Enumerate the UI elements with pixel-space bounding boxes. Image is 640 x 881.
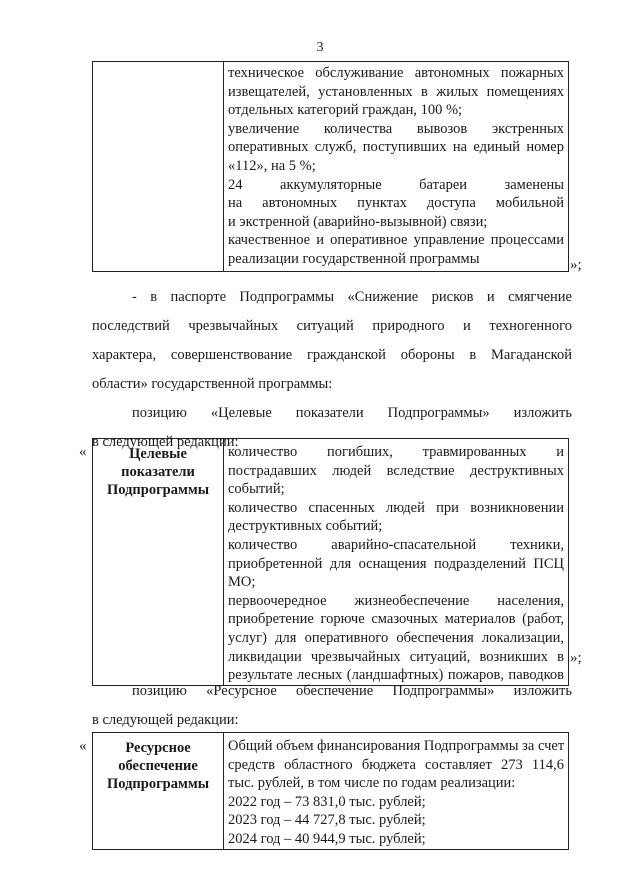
paragraph-line: области» государственной программы: (92, 376, 333, 392)
text-line: деструктивных событий; (228, 518, 383, 535)
opening-quote: « (79, 738, 87, 754)
paragraph-line: в следующей редакции: (92, 434, 239, 450)
label-line: Подпрограммы (106, 776, 210, 792)
text-line: приобретенной для оснащения подразделений ПСЦ (228, 555, 564, 572)
text-line: отдельных категорий граждан, 100 %; (228, 102, 463, 119)
indicators-cell (224, 439, 569, 686)
text-line: увеличение количества вывозов экстренных (228, 120, 564, 137)
label-line: обеспечение (118, 758, 198, 774)
text-line: приобретение горюче смазочных материалов (работ, (228, 611, 564, 628)
text-line: «112», на 5 %; (228, 157, 316, 174)
text-line: тыс. рублей, в том числе по годам реализации: (228, 775, 516, 792)
text-line: 24 аккумуляторные батареи заменены (228, 176, 564, 193)
empty-label-cell (93, 62, 224, 272)
text-line: техническое обслуживание автономных пожарных (228, 65, 564, 81)
text-line: ликвидации чрезвычайных ситуаций, возникших в (228, 648, 564, 665)
continued-table (92, 61, 569, 272)
text-line: событий; (228, 481, 285, 498)
text-line: количество спасенных людей при возникновении (228, 499, 564, 516)
text-line: средств областного бюджета составляет 273 114,6 (228, 756, 564, 773)
text-line: 2024 год – 40 944,9 тыс. рублей; (228, 830, 426, 847)
paragraph-line: позицию «Целевые показатели Подпрограммы» изложить (132, 405, 572, 421)
paragraph-line: в следующей редакции: (92, 712, 239, 728)
text-line: извещателей, установленных в жилых помещениях (228, 83, 564, 100)
text-line: количество аварийно-спасательной техники, (228, 536, 564, 553)
text-line: МО; (228, 574, 256, 591)
text-line: на автономных пунктах доступа мобильной (228, 195, 564, 212)
text-line: оперативных служб, поступивших на единый номер (228, 139, 564, 156)
text-line: Общий объем финансирования Подпрограммы за счет (228, 738, 565, 754)
text-line: реализации государственной программы (228, 250, 480, 267)
closing-quote: »; (570, 257, 582, 273)
amendment-paragraph (92, 677, 572, 735)
text-line: первоочередное жизнеобеспечение населения, (228, 592, 564, 609)
text-line: 2022 год – 73 831,0 тыс. рублей; (228, 793, 426, 810)
label-line: показатели (121, 464, 195, 480)
resource-table (92, 732, 569, 850)
target-indicators-table (92, 438, 569, 686)
text-line: и экстренной (аварийно-вызывной) связи; (228, 213, 488, 230)
text-line: 2023 год – 44 727,8 тыс. рублей; (228, 812, 426, 829)
label-line: Ресурсное (125, 740, 191, 756)
closing-quote: »; (570, 650, 582, 666)
label-cell (93, 439, 224, 686)
paragraph-line: - в паспорте Подпрограммы «Снижение рисков и смягчение (132, 289, 572, 305)
funding-cell (224, 733, 569, 850)
page-number: 3 (316, 40, 324, 55)
target-indicators-cell (224, 62, 569, 272)
text-line: пострадавших людей вследствие деструктивных (228, 462, 564, 479)
paragraph-line: последствий чрезвычайных ситуаций природного и техногенного (92, 318, 572, 334)
label-line: Подпрограммы (106, 482, 210, 498)
paragraph-line: характера, совершенствование гражданской обороны в Магаданской (92, 347, 572, 363)
paragraph-line: позицию «Ресурсное обеспечение Подпрограммы» изложить (132, 683, 572, 699)
opening-quote: « (79, 444, 87, 460)
label-line: Целевые (129, 446, 187, 462)
text-line: услуг) для оперативного обеспечения локализации, (228, 629, 564, 646)
text-line: количество погибших, травмированных и (228, 444, 564, 460)
text-line: качественное и оперативное управление процессами (228, 232, 564, 249)
amendment-paragraph (92, 283, 572, 457)
text-line: результате лесных (ландшафтных) пожаров, паводков (228, 667, 564, 684)
label-cell (93, 733, 224, 850)
